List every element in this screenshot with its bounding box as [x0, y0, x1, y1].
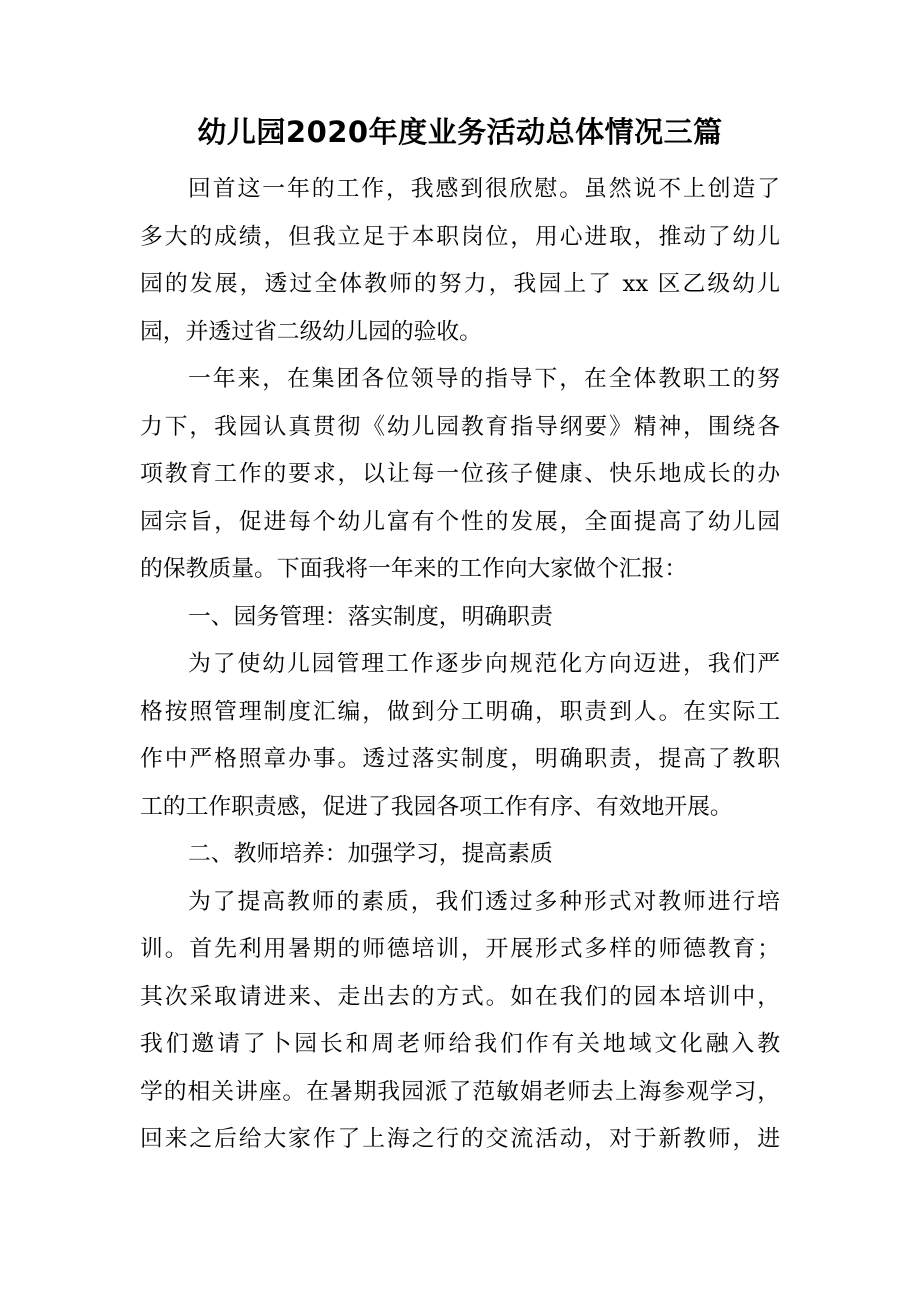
text-line: 园的发展，透过全体教师的努力，我园上了 xx 区乙级幼儿	[140, 271, 780, 297]
section-heading-management	[140, 594, 780, 642]
text-line: 园宗旨，促进每个幼儿富有个性的发展，全面提高了幼儿园	[140, 508, 780, 535]
document-body	[140, 166, 780, 1164]
paragraph-overview	[140, 356, 780, 594]
section-heading: 一、园务管理：落实制度，明确职责	[188, 603, 553, 630]
text-line: 项教育工作的要求，以让每一位孩子健康、快乐地成长的办	[140, 461, 780, 487]
text-line: 园，并透过省二级幼儿园的验收。	[140, 318, 482, 345]
document-title: 幼儿园2020年度业务活动总体情况三篇	[197, 115, 723, 149]
text-line: 回首这一年的工作，我感到很欣慰。虽然说不上创造了	[188, 176, 780, 202]
section-heading: 二、教师培养：加强学习，提高素质	[188, 841, 553, 867]
text-line: 学的相关讲座。在暑期我园派了范敏娟老师去上海参观学习，	[140, 1078, 780, 1105]
text-line: 工的工作职责感，促进了我园各项工作有序、有效地开展。	[140, 793, 733, 820]
text-line: 为了使幼儿园管理工作逐步向规范化方向迈进，我们严	[188, 651, 780, 677]
text-line: 作中严格照章办事。透过落实制度，明确职责，提高了教职	[140, 746, 780, 772]
paragraph-management	[140, 641, 780, 831]
text-line: 回来之后给大家作了上海之行的交流活动，对于新教师，进	[140, 1126, 780, 1152]
text-line: 力下，我园认真贯彻《幼儿园教育指导纲要》精神，围绕各	[140, 413, 780, 440]
text-line: 其次采取请进来、走出去的方式。如在我们的园本培训中，	[140, 983, 780, 1010]
text-line: 格按照管理制度汇编，做到分工明确，职责到人。在实际工	[140, 698, 780, 725]
text-line: 的保教质量。下面我将一年来的工作向大家做个汇报：	[140, 556, 688, 582]
text-line: 多大的成绩，但我立足于本职岗位，用心进取，推动了幼儿	[140, 223, 780, 250]
text-line: 一年来，在集团各位领导的指导下，在全体教职工的努	[188, 366, 780, 392]
section-heading-teachers	[140, 831, 780, 879]
paragraph-teachers	[140, 879, 780, 1164]
paragraph-intro	[140, 166, 780, 356]
text-line: 为了提高教师的素质，我们透过多种形式对教师进行培	[188, 888, 780, 915]
text-line: 训。首先利用暑期的师德培训，开展形式多样的师德教育；	[140, 936, 780, 962]
text-line: 我们邀请了卜园长和周老师给我们作有关地域文化融入教	[140, 1031, 780, 1057]
